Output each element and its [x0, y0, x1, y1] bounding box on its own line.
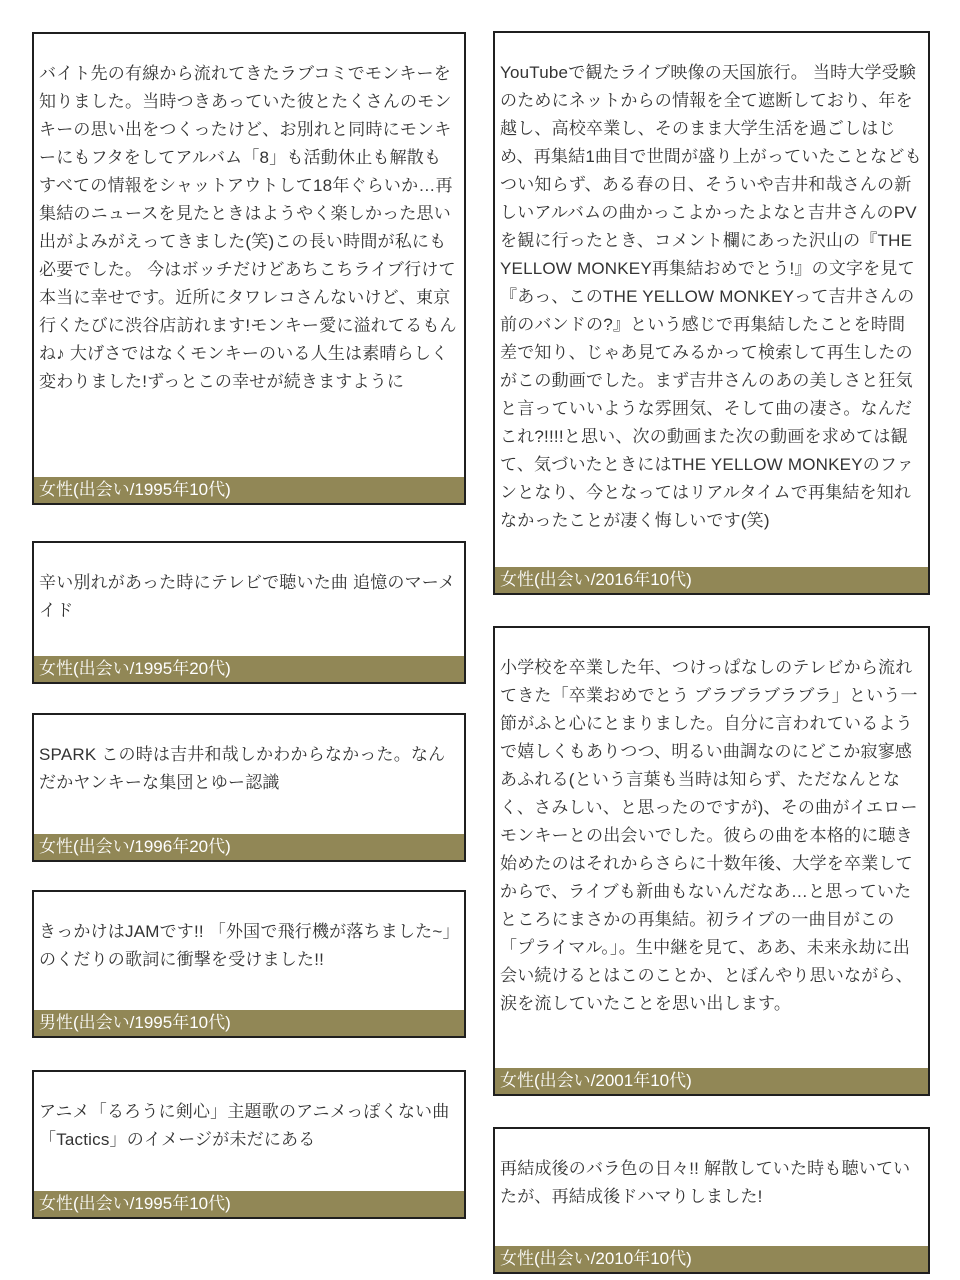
demographic-badge: 女性(出会い/1995年10代) — [34, 477, 464, 503]
right-column — [493, 0, 930, 1274]
demographic-badge: 女性(出会い/1995年20代) — [34, 656, 464, 682]
testimonial-card — [32, 32, 466, 505]
testimonial-card — [32, 1070, 466, 1219]
demographic-badge: 男性(出会い/1995年10代) — [34, 1010, 464, 1036]
testimonial-card — [493, 1127, 930, 1274]
testimonial-card — [493, 31, 930, 595]
testimonial-text: アニメ「るろうに剣心」主題歌のアニメっぽくない曲「Tactics」のイメージが未だにある — [39, 1102, 450, 1149]
testimonial-text: 再結成後のバラ色の日々!! 解散していた時も聴いていたが、再結成後ドハマりしました! — [500, 1159, 911, 1206]
testimonial-card — [32, 541, 466, 684]
demographic-badge: 女性(出会い/2016年10代) — [495, 567, 928, 593]
testimonial-card — [493, 626, 930, 1096]
testimonial-text: 小学校を卒業した年、つけっぱなしのテレビから流れてきた「卒業おめでとう ブラブラブラブラ」という一節がふと心にとまりました。自分に言われているようで嬉しくもありつつ、明るい曲調なのにどこか寂寥感あふれる(という言葉も当時は知らず、ただなんとなく、さみしい、と思ったのですが)、その曲がイエローモンキーとの出会いでした。彼らの曲を本格的に聴き始めたのはそれからさらに十数年後、大学を卒業してからで、ライブも新曲もないんだなあ…と思っていたところにまさかの再集結。初ライブの一曲目がこの「プライマル。」。生中継を見て、ああ、未来永劫に出会い続けるとはこのことか、とぼんやり思いながら、涙を流していたことを思い出します。 — [500, 658, 918, 1013]
left-column — [32, 0, 466, 1219]
demographic-badge: 女性(出会い/2010年10代) — [495, 1246, 928, 1272]
demographic-badge: 女性(出会い/1995年10代) — [34, 1191, 464, 1217]
demographic-badge: 女性(出会い/1996年20代) — [34, 834, 464, 860]
demographic-badge: 女性(出会い/2001年10代) — [495, 1068, 928, 1094]
testimonial-text: 辛い別れがあった時にテレビで聴いた曲 追憶のマーメイド — [39, 573, 456, 620]
testimonial-text: きっかけはJAMです!! 「外国で飛行機が落ちました~」のくだりの歌詞に衝撃を受けました!! — [39, 922, 452, 969]
testimonial-card — [32, 713, 466, 862]
testimonial-text: SPARK この時は吉井和哉しかわからなかった。なんだかヤンキーな集団とゆー認識 — [39, 745, 446, 792]
testimonial-card — [32, 890, 466, 1038]
testimonial-text: YouTubeで観たライブ映像の天国旅行。 当時大学受験のためにネットからの情報を全て遮断しており、年を越し、高校卒業し、そのまま大学生活を過ごしはじめ、再集結1曲目で世間が盛り上がっていたことなどもつい知らず、ある春の日、そういや吉井和哉さんの新しいアルバムの曲かっこよかったよなと吉井さんのPVを観に行ったとき、コメント欄にあった沢山の『THE YELLOW MONKEY再集結おめでとう!』の文字を見て『あっ、このTHE YELLOW MONKEYって吉井さんの前のバンドの?』という感じで再集結したことを時間差で知り、じゃあ見てみるかって検索して再生したのがこの動画でした。まず吉井さんのあの美しさと狂気と言っていいような雰囲気、そして曲の凄さ。なんだこれ?!!!!と思い、次の動画また次の動画を求めては観て、気づいたときにはTHE YELLOW MONKEYのファンとなり、今となってはリアルタイムで再集結を知れなかったことが凄く悔しいです(笑) — [500, 63, 922, 530]
testimonial-text: バイト先の有線から流れてきたラブコミでモンキーを知りました。当時つきあっていた彼とたくさんのモンキーの思い出をつくったけど、お別れと同時にモンキーにもフタをしてアルバム「8」も活動休止も解散もすべての情報をシャットアウトして18年ぐらいか…再集結のニュースを見たときはようやく楽しかった思い出がよみがえってきました(笑)この長い時間が私にも必要でした。 今はボッチだけどあちこちライブ行けて本当に幸せです。近所にタワレコさんないけど、東京行くたびに渋谷店訪れます!モンキー愛に溢れてるもんね♪ 大げさではなくモンキーのいる人生は素晴らしく変わりました!ずっとこの幸せが続きますように — [39, 64, 457, 391]
